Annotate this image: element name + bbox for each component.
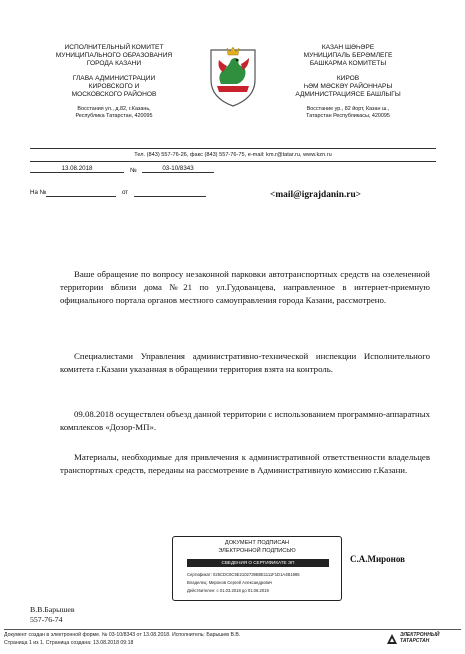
- dept-line: АДМИНИСТРАЦИЯСЕ БАШЛЫГЫ: [295, 91, 401, 98]
- header-rule-bottom: [30, 161, 436, 162]
- org-line: МУНИЦИПАЛЬНОГО ОБРАЗОВАНИЯ: [55, 52, 173, 59]
- org-line: МУНИЦИПАЛЬ БЕРӘМЛЕГЕ: [303, 52, 393, 59]
- reg-number-label: №: [130, 167, 137, 174]
- stamp-title: ЭЛЕКТРОННОЙ ПОДПИСЬЮ: [218, 548, 296, 554]
- org-line: КАЗАН ШӘҺӘРЕ: [321, 44, 375, 51]
- reg-number: 03-10/8343: [162, 165, 194, 172]
- address-line: Татарстан Республикасы, 420095: [306, 112, 390, 119]
- footer-line: Страница 1 из 1. Страница создана: 13.08.2018 09:18: [4, 640, 134, 646]
- electronic-tatarstan-logo: [386, 631, 462, 647]
- org-line: ИСПОЛНИТЕЛЬНЫЙ КОМИТЕТ: [64, 44, 164, 51]
- e-signature-stamp: [172, 536, 342, 601]
- footer-line: Документ создан в электронной форме. № 03-10/8343 от 13.08.2018. Исполнитель: Барышев В.В.: [4, 632, 241, 638]
- dept-line: ГЛАВА АДМИНИСТРАЦИИ: [72, 75, 156, 82]
- stamp-valid: Действителен: с 01.03.2018 до 01.06.2019: [187, 588, 269, 593]
- address-line: Республика Татарстан, 420095: [75, 112, 153, 119]
- dept-line: КИРОВ: [336, 75, 360, 82]
- footer-rule: [4, 629, 461, 630]
- ref-from-label: от: [122, 189, 129, 196]
- dept-line: КИРОВСКОГО И: [88, 83, 140, 90]
- ref-number-line: [46, 196, 116, 197]
- reg-date: 13.08.2018: [61, 165, 93, 172]
- ref-label: На №: [30, 189, 47, 196]
- recipient-email: <mail@igrajdanin.ru>: [270, 190, 362, 200]
- stamp-title: ДОКУМЕНТ ПОДПИСАН: [224, 540, 290, 546]
- logo-text: ЭЛЕКТРОННЫЙ ТАТАРСТАН: [400, 632, 440, 645]
- body-paragraph: Ваше обращение по вопросу незаконной парковки автотранспортных средств на озелененной территории вблизи дома №21 по ул.Гудованцева, направленное в интернет-приемную официального портала органов местного самоуправления города Казани, рассмотрено.: [60, 269, 430, 305]
- address-line: Восстание ур., 82 йорт, Казан ш.,: [306, 106, 390, 112]
- executor-phone: 557-76-74: [30, 615, 63, 624]
- header-right: [268, 44, 428, 120]
- contact-line: Тел. (843) 557-76-26, факс (843) 557-76-75, e-mail: km.r@tatar.ru, www.kzn.ru: [134, 152, 332, 158]
- body-paragraph: Специалистами Управления административно-технической инспекции Исполнительного комитета г.Казани указанная в обращении территория взята на контроль.: [60, 351, 430, 374]
- tatarstan-logo-icon: [386, 633, 398, 645]
- address-line: Восстания ул., д.82, г.Казань,: [77, 106, 151, 112]
- org-line: ГОРОДА КАЗАНИ: [86, 60, 142, 67]
- header-rule-top: [30, 148, 436, 149]
- kazan-coat-of-arms: [207, 46, 259, 108]
- signatory-name: С.А.Миронов: [350, 554, 406, 564]
- dept-line: МОСКОВСКОГО РАЙОНОВ: [71, 91, 157, 98]
- executor-name: В.В.Барышев: [30, 605, 75, 614]
- reg-number-field: [142, 165, 214, 173]
- body-paragraph: 09.08.2018 осуществлен объезд данной территории с использованием программно-аппаратных комплексов «Дозор-МП».: [60, 409, 430, 432]
- dept-line: ҺӘМ МӘСКӘҮ РАЙОННАРЫ: [303, 83, 393, 90]
- stamp-cert: Сертификат: 025CDC6C5E2102739B8E1111F1D1A4B1985: [187, 572, 300, 577]
- org-line: БАШКАРМА КОМИТЕТЫ: [309, 60, 387, 67]
- stamp-owner: Владелец: Миронов Сергей Александрович: [187, 580, 273, 585]
- body-paragraph: Материалы, необходимые для привлечения к административной ответственности владельцев транспортных средств, переданы на рассмотрение в Административную комиссию г.Казани.: [60, 452, 430, 475]
- reg-date-field: [30, 165, 124, 173]
- stamp-cert-header: СВЕДЕНИЯ О СЕРТИФИКАТЕ ЭП: [187, 559, 329, 567]
- ref-date-line: [134, 196, 206, 197]
- header-left: [34, 44, 194, 120]
